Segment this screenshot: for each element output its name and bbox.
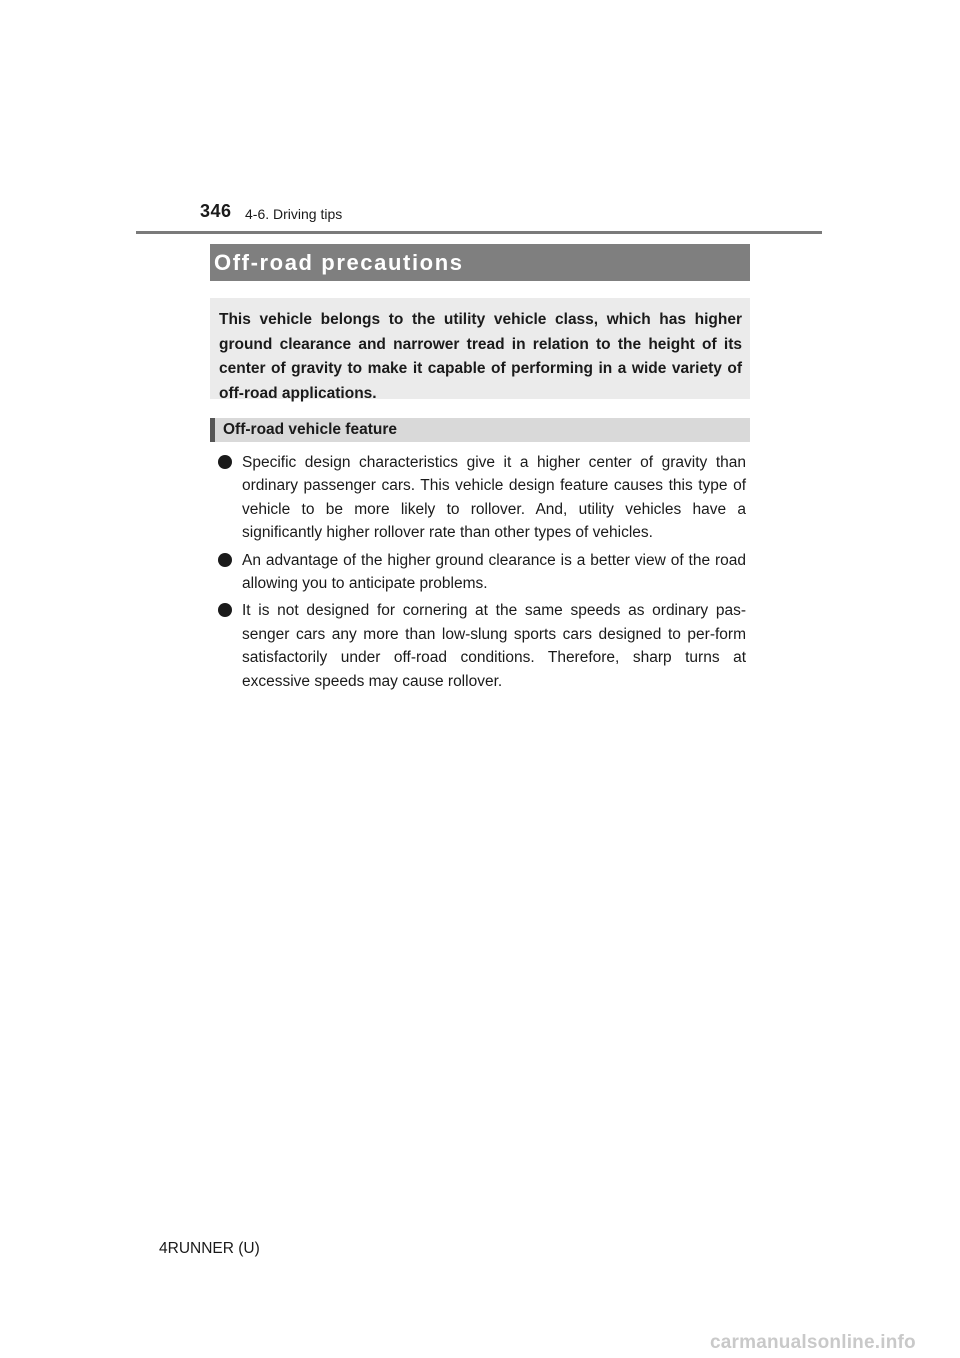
page-title-bar [210, 244, 750, 281]
list-item [218, 549, 746, 596]
intro-text: This vehicle belongs to the utility vehicle class, which has higher ground clearance and narrower tread in relation to the height of its center of gravity to make it capable of performing in a wide variety of off-road applications. [219, 311, 742, 402]
bullet-dot-icon [218, 603, 232, 617]
bullet-text: An advantage of the higher ground clearance is a better view of the road allowing you to anticipate problems. [242, 551, 746, 593]
subheading-text: Off-road vehicle feature [223, 421, 397, 438]
list-item [218, 451, 746, 545]
watermark: carmanualsonline.info [710, 1332, 916, 1353]
footer-model: 4RUNNER (U) [159, 1240, 260, 1257]
bullet-text: It is not designed for cornering at the same speeds as ordinary pas-senger cars any more than low-slung sports cars designed to per-form satisfactorily under off-road conditions. Therefore, sharp turns at excessive speeds may cause rollover. [242, 602, 746, 690]
bullet-dot-icon [218, 455, 232, 469]
intro-box [210, 298, 750, 402]
bullet-text: Specific design characteristics give it a higher center of gravity than ordinary passenger cars. This vehicle design feature causes this type of vehicle to be more likely to rollover. And, utility vehicles have a significantly higher rollover rate than other types of vehicles. [242, 454, 746, 542]
page-title: Off-road precautions [214, 249, 464, 275]
header-divider [136, 231, 822, 234]
page-number: 346 [200, 201, 232, 221]
section-label: 4-6. Driving tips [245, 206, 343, 222]
subheading-bar [210, 418, 750, 442]
bullet-list [218, 451, 746, 697]
list-item [218, 599, 746, 693]
bullet-dot-icon [218, 553, 232, 567]
subheading-accent [210, 418, 215, 442]
